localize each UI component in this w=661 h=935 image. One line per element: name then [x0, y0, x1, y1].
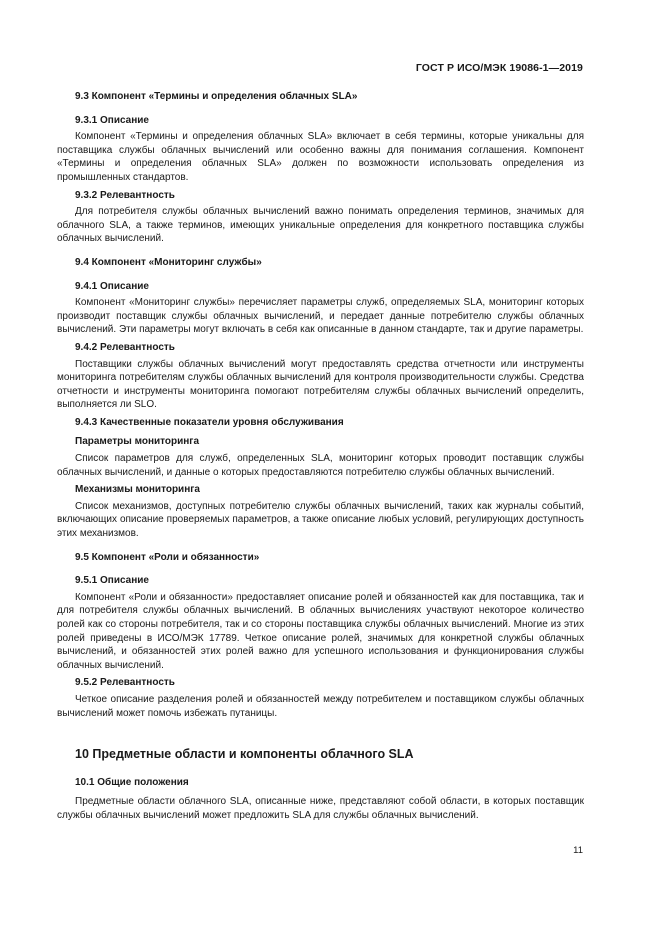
section-heading-10-1: 10.1 Общие положения	[75, 776, 189, 788]
paragraph-monitoring-params: Список параметров для служб, определенных SLA, мониторинг которых проводит поставщик службы облачных вычислений, и данные о которых предоставляются потребителю службы облачных вычислений.	[57, 453, 584, 478]
paragraph-9-3-1: Компонент «Термины и определения облачных SLA» включает в себя термины, которые уникальны для поставщика службы облачных вычислений или особенно важны для понимания соглашения. Компонент «Термины и определения облачных SLA» должен по возможности использовать определения из промышленных стандартов.	[57, 131, 584, 183]
paragraph-10-1: Предметные области облачного SLA, описанные ниже, представляют собой области, в которых поставщик службы облачных вычислений может предложить SLA для службы облачных вычислений.	[57, 796, 584, 821]
monitoring-params-heading: Параметры мониторинга	[75, 436, 200, 448]
subsection-heading-9-3-2: 9.3.2 Релевантность	[75, 189, 175, 201]
section-heading-9-3: 9.3 Компонент «Термины и определения облачных SLA»	[75, 91, 358, 102]
section-heading-9-4: 9.4 Компонент «Мониторинг службы»	[75, 256, 262, 268]
subsection-heading-9-4-1: 9.4.1 Описание	[75, 280, 149, 292]
paragraph-9-5-1: Компонент «Роли и обязанности» предоставляет описание ролей и обязанностей как для поставщика, так и для потребителя службы облачных вычислений. В облачных вычислениях участвуют некоторое количество ролей как со стороны потребителя, так и со стороны поставщика службы облачных вычислений. Многие из этих ролей приведены в ИСО/МЭК 17789. Четкое описание ролей, значимых для конкретной службы облачных вычислений, и обязанностей этих ролей важно для успешного использования и функционирования службы облачных вычислений.	[57, 591, 584, 671]
monitoring-mechanisms-heading: Механизмы мониторинга	[75, 484, 200, 496]
subsection-heading-9-4-2: 9.4.2 Релевантность	[75, 341, 175, 353]
paragraph-9-4-1: Компонент «Мониторинг службы» перечисляет параметры служб, определяемых SLA, мониторинг которых производит поставщик службы облачных вычислений, и передает данные потребителю службы облачных вычислений. Эти параметры могут включать в себя как описанные в данном стандарте, так и другие параметры.	[57, 297, 584, 336]
section-heading-10: 10 Предметные области и компоненты облачного SLA	[75, 747, 414, 762]
paragraph-9-5-2: Четкое описание разделения ролей и обязанностей между потребителем и поставщиком службы облачных вычислений может помочь избежать путаницы.	[57, 693, 584, 719]
standard-header: ГОСТ Р ИСО/МЭК 19086-1—2019	[415, 62, 583, 74]
subsection-heading-9-3-1: 9.3.1 Описание	[75, 114, 149, 126]
section-heading-9-5: 9.5 Компонент «Роли и обязанности»	[75, 551, 260, 563]
paragraph-monitoring-mechanisms: Список механизмов, доступных потребителю службы облачных вычислений, таких как журналы событий, включающих описание проверяемых параметров, а также описание любых условий, регулирующих доступность этих механизмов.	[57, 500, 584, 540]
paragraph-9-3-2: Для потребителя службы облачных вычислений важно понимать определения терминов, значимых для облачного SLA, а также терминов, имеющих уникальные определения для конкретного поставщика службы облачных вычислений.	[57, 206, 584, 245]
subsection-heading-9-5-1: 9.5.1 Описание	[75, 575, 149, 587]
subsection-heading-9-5-2: 9.5.2 Релевантность	[75, 677, 175, 689]
document-body	[57, 90, 584, 827]
page-number: 11	[573, 845, 583, 856]
subsection-heading-9-4-3: 9.4.3 Качественные показатели уровня обслуживания	[75, 416, 344, 428]
paragraph-9-4-2: Поставщики службы облачных вычислений могут предоставлять средства отчетности или инструменты мониторинга потребителям службы облачных вычислений для контроля производительности службы. Средства отчетности и инструменты мониторинга помогают потребителям службы облачных вычислений определить, выполняется ли SLO.	[57, 358, 584, 411]
